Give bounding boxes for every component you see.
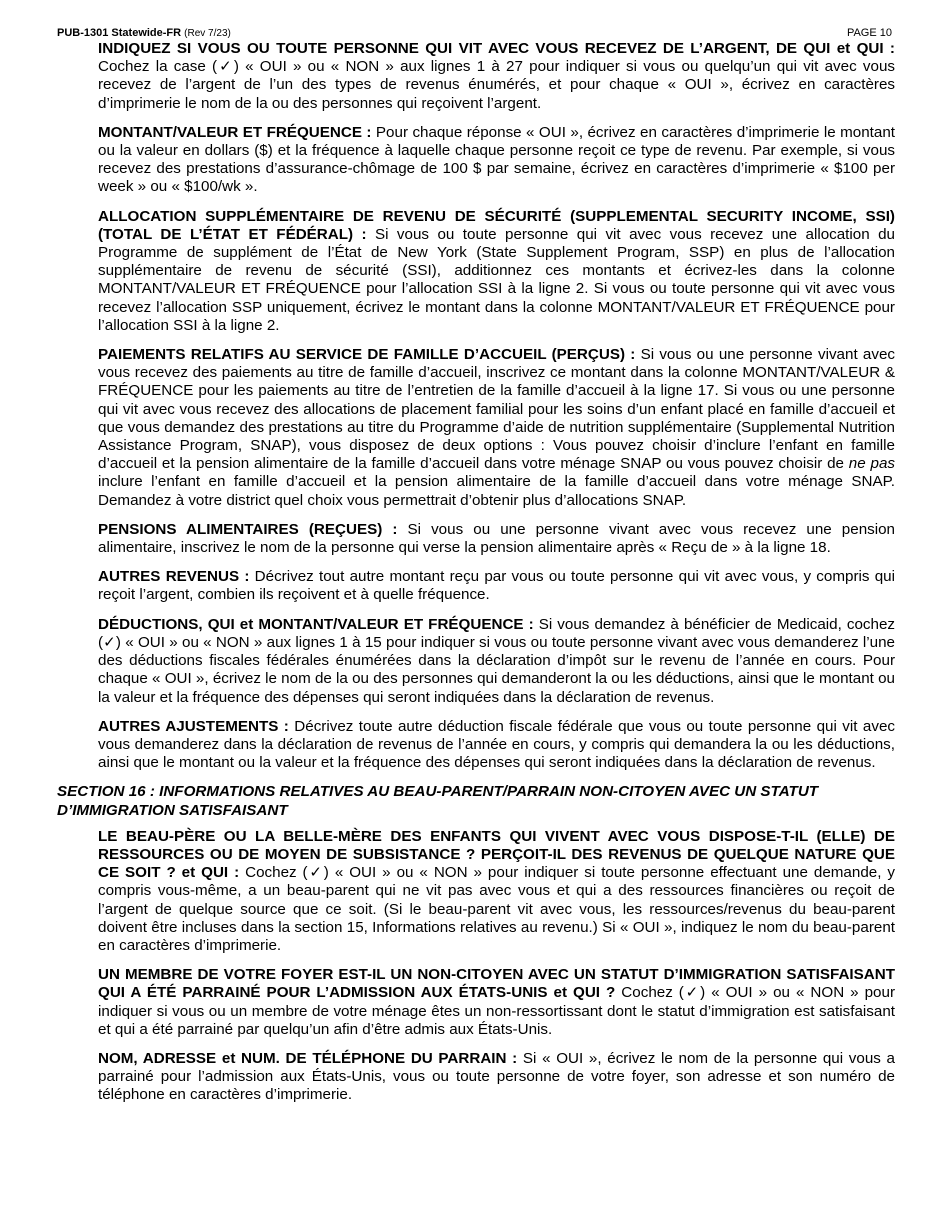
sponsored-noncitizen-instruction: UN MEMBRE DE VOTRE FOYER EST-IL UN NON-CITOYEN AVEC UN STATUT D’IMMIGRATION SATISFAISANT QUI A ÉTÉ PARRAINÉ POUR L’ADMISSION AUX ÉTATS-UNIS et QUI ? Cochez (✓) « OUI » ou « NON » pour indiquer si vous ou un membre de votre ménage êtes un non-ressortissant dont le statut d’immigration est satisfaisant et qui a été parrainé par quelqu’un afin d’être admis aux États-Unis.: [98, 966, 896, 1038]
foster-care-instruction: PAIEMENTS RELATIFS AU SERVICE DE FAMILLE D’ACCUEIL (PERÇUS) : Si vous ou une personne vivant avec vous recevez des paiements au titre de famille d’accueil, inscrivez ce montant dans la colonne MONTANT/VALEUR & FRÉQUENCE pour les paiements au titre de l’entretien de la famille d’accueil à la ligne 17. Si vous ou une personne qui vit avec vous recevez des allocations de placement familial pour les soins d’un enfant placé en famille d’accueil et que vous demandez des prestations au titre du Programme d’aide de nutrition supplémentaire (Supplemental Nutrition Assistance Program, SNAP), vous disposez de deux options : Vous pouvez choisir d’inclure l’enfant en famille d’accueil et la pension alimentaire de la famille d’accueil dans votre ménage SNAP ou vous pouvez choisir de ne pas inclure l’enfant en famille d’accueil et la pension alimentaire de la famille d’accueil dans votre ménage SNAP. Demandez à votre district quel choix vous permettrait d’obtenir plus d’allocations SNAP.: [98, 346, 895, 509]
step-parent-instruction: LE BEAU-PÈRE OU LA BELLE-MÈRE DES ENFANTS QUI VIVENT AVEC VOUS DISPOSE-T-IL (ELLE) DE RESSOURCES OU DE MOYEN DE SUBSISTANCE ? PERÇOIT-IL DES REVENUS DE QUELQUE NATURE QUE CE SOIT ? et QUI : Cochez (✓) « OUI » ou « NON » pour indiquer si toute personne effectuant une demande, y compris vous-même, a un beau-parent qui ne vit pas avec vous et qui a des ressources financières ou reçoit de l’argent de quelque source que ce soit. (Si le beau-parent vit avec vous, les ressources/revenus du beau-parent doivent être incluses dans la section 15, Informations relatives au revenu.) Si « OUI », indiquez le nom du beau-parent en caractères d’imprimerie.: [98, 827, 895, 954]
ssi-instruction: ALLOCATION SUPPLÉMENTAIRE DE REVENU DE SÉCURITÉ (SUPPLEMENTAL SECURITY INCOME, SSI) (TOTAL DE L’ÉTAT ET FÉDÉRAL) : Si vous ou toute personne qui vit avec vous recevez une allocation du Programme de supplément de l’État de New York (State Supplement Program, SSP) en plus de l’allocation supplémentaire de revenu de sécurité (SSI), additionnez ces montants et écrivez-les dans la colonne MONTANT/VALEUR ET FRÉQUENCE pour l’allocation SSI à la ligne 2. Si vous ou toute personne qui vit avec vous recevez l’allocation SSP uniquement, écrivez le montant dans la colonne MONTANT/VALEUR ET FRÉQUENCE pour l’allocation SSI à la ligne 2.: [98, 207, 895, 334]
form-identifier: PUB-1301 Statewide-FR (Rev 7/23): [57, 27, 231, 39]
revision-date: (Rev 7/23): [184, 28, 231, 39]
income-who-instruction: INDIQUEZ SI VOUS OU TOUTE PERSONNE QUI VIT AVEC VOUS RECEVEZ DE L’ARGENT, DE QUI et QUI : Cochez la case (✓) « OUI » ou « NON » aux lignes 1 à 27 pour indiquer si vous ou quelqu’un qui vit avec vous recevez de l’argent de l’un des types de revenus énumérés, et pour chaque « OUI », écrivez en caractères d’imprimerie le nom de la ou des personnes qui reçoivent l’argent.: [98, 40, 895, 112]
amount-frequency-instruction: MONTANT/VALEUR ET FRÉQUENCE : Pour chaque réponse « OUI », écrivez en caractères d’imprimerie le montant ou la valeur en dollars ($) et la fréquence à laquelle chaque personne reçoit ce type de revenu. Par exemple, si vous recevez des prestations d’assurance-chômage de 100 $ par semaine, écrivez en caractères d’imprimerie « $100 per week » ou « $100/wk ».: [98, 123, 895, 196]
other-adjustments-instruction: AUTRES AJUSTEMENTS : Décrivez toute autre déduction fiscale fédérale que vous ou toute personne qui vit avec vous demanderez dans la déclaration de revenus de l’année en cours, y compris qui demandera la ou les déductions, ainsi que le montant ou la valeur et la fréquence des dépenses qui seront indiquées dans la déclaration de revenus.: [98, 717, 895, 772]
deductions-instruction: DÉDUCTIONS, QUI et MONTANT/VALEUR ET FRÉQUENCE : Si vous demandez à bénéficier de Medicaid, cochez (✓) « OUI » ou « NON » aux lignes 1 à 15 pour indiquer si vous ou toute personne vivant avec vous demanderez l’une des déductions fiscales fédérales énumérées dans la déclaration d’impôt sur le revenu de l’année en cours. Pour chaque « OUI », écrivez le nom de la ou des personnes qui demanderont la ou les déductions, ainsi que le montant ou la valeur et la fréquence des dépenses qui seront indiquées dans la déclaration de revenus.: [98, 615, 896, 706]
page-header: [57, 27, 892, 41]
other-income-instruction: AUTRES REVENUS : Décrivez tout autre montant reçu par vous ou toute personne qui vit avec vous, y compris qui reçoit l’argent, combien ils reçoivent et à quelle fréquence.: [98, 568, 895, 604]
section-16-title: SECTION 16 : INFORMATIONS RELATIVES AU BEAU-PARENT/PARRAIN NON-CITOYEN AVEC UN STATUT D’IMMIGRATION SATISFAISANT: [57, 783, 819, 819]
child-support-instruction: PENSIONS ALIMENTAIRES (REÇUES) : Si vous ou une personne vivant avec vous recevez une pension alimentaire, inscrivez le nom de la personne qui verse la pension alimentaire après « Reçu de » à la ligne 18.: [98, 520, 896, 557]
instructions-body: [57, 40, 895, 1116]
page-number: PAGE 10: [846, 27, 892, 39]
sponsor-contact-instruction: NOM, ADRESSE et NUM. DE TÉLÉPHONE DU PARRAIN : Si « OUI », écrivez le nom de la personne qui vous a parrainé pour l’admission aux États-Unis, vous ou toute personne de votre foyer, son adresse et son numéro de téléphone en caractères d’imprimerie.: [98, 1049, 895, 1104]
